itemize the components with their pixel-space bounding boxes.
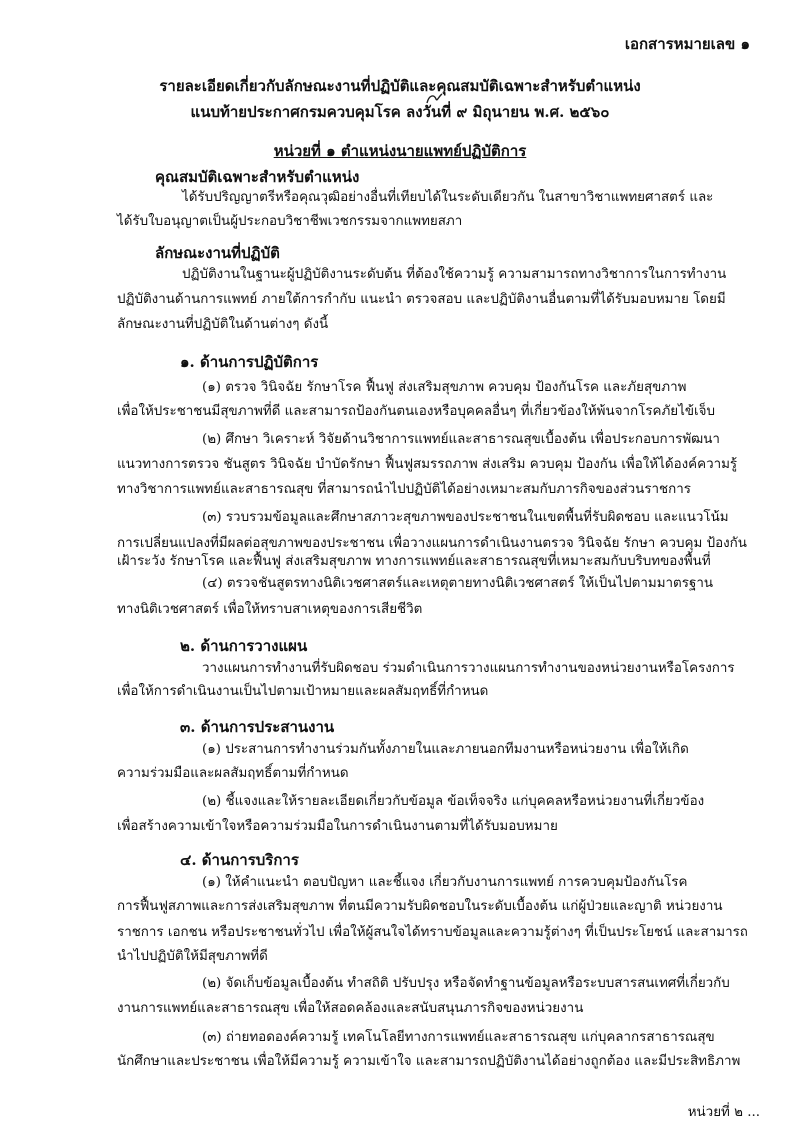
section-item-line: เพื่อให้การดำเนินงานเป็นไปตามเป้าหมายและผลสัมฤทธิ์ที่กำหนด	[117, 684, 489, 699]
section-item-line: (๒) ศึกษา วิเคราะห์ วิจัยด้านวิชาการแพทย์และสาธารณสุขเบื้องต้น เพื่อประกอบการพัฒนา	[202, 432, 720, 447]
section-item-line: แนวทางการตรวจ ชันสูตร วินิจฉัย บำบัดรักษา ฟื้นฟูสมรรถภาพ ส่งเสริม ควบคุม ป้องกัน เพื่อให้ได้องค์ความรู้	[117, 457, 738, 472]
duties-intro-line: ลักษณะงานที่ปฏิบัติในด้านต่างๆ ดังนี้	[117, 317, 329, 332]
qualifications-line: ได้รับใบอนุญาตเป็นผู้ประกอบวิชาชีพเวชกรรมจากแพทยสภา	[117, 214, 463, 229]
qualifications-line: ได้รับปริญญาตรีหรือคุณวุฒิอย่างอื่นที่เทียบได้ในระดับเดียวกัน ในสาขาวิชาแพทยศาสตร์ และ	[182, 190, 714, 205]
section-item-line: (๑) ให้คำแนะนำ ตอบปัญหา และชี้แจง เกี่ยวกับงานการแพทย์ การควบคุมป้องกันโรค	[202, 875, 688, 890]
duties-intro-line: ปฏิบัติงานในฐานะผู้ปฏิบัติงานระดับต้น ที่ต้องใช้ความรู้ ความสามารถทางวิชาการในการทำงาน	[182, 267, 727, 282]
section-item-line: การเปลี่ยนแปลงที่มีผลต่อสุขภาพของประชาชน เพื่อวางแผนการดำเนินงานตรวจ วินิจฉัย รักษา ควบคุม ป้องกัน	[117, 536, 747, 551]
duties-heading: ลักษณะงานที่ปฏิบัติ	[155, 244, 280, 262]
section-item-line: งานการแพทย์และสาธารณสุข เพื่อให้สอดคล้องและสนับสนุนภารกิจของหน่วยงาน	[117, 1001, 584, 1016]
section-item-line: (๔) ตรวจชันสูตรทางนิติเวชศาสตร์และเหตุตายทางนิติเวชศาสตร์ ให้เป็นไปตามมาตรฐาน	[202, 576, 714, 591]
document-number: เอกสารหมายเลข ๑	[624, 35, 750, 53]
section-item-line: วางแผนการทำงานที่รับผิดชอบ ร่วมดำเนินการวางแผนการทำงานของหน่วยงานหรือโครงการ	[202, 661, 735, 676]
section-item-line: (๓) รวบรวมข้อมูลและศึกษาสภาวะสุขภาพของประชาชนในเขตพื้นที่รับผิดชอบ และแนวโน้ม	[202, 510, 729, 525]
document-subtitle: แนบท้ายประกาศกรมควบคุมโรค ลงวันที่ ๙ มิถุนายน พ.ศ. ๒๕๖๐	[190, 103, 610, 121]
section-item-line: (๑) ประสานการทำงานร่วมกันทั้งภายในและภายนอกทีมงานหรือหน่วยงาน เพื่อให้เกิด	[202, 742, 689, 757]
section-heading-planning: ๒. ด้านการวางแผน	[180, 637, 308, 655]
section-item-line: (๒) จัดเก็บข้อมูลเบื้องต้น ทำสถิติ ปรับปรุง หรือจัดทำฐานข้อมูลหรือระบบสารสนเทศที่เกี่ยวกับ	[202, 976, 730, 991]
section-item-line: ความร่วมมือและผลสัมฤทธิ์ตามที่กำหนด	[117, 766, 349, 781]
section-heading-service: ๔. ด้านการบริการ	[180, 851, 299, 869]
section-item-line: (๒) ชี้แจงและให้รายละเอียดเกี่ยวกับข้อมูล ข้อเท็จจริง แก่บุคคลหรือหน่วยงานที่เกี่ยวข้อง	[202, 794, 705, 809]
section-item-line: ราชการ เอกชน หรือประชาชนทั่วไป เพื่อให้ผู้สนใจได้ทราบข้อมูลและความรู้ต่างๆ ที่เป็นประโยชน์ และสามารถ	[117, 925, 748, 940]
qualifications-heading: คุณสมบัติเฉพาะสำหรับตำแหน่ง	[155, 168, 360, 186]
unit-title: หน่วยที่ ๑ ตำแหน่งนายแพทย์ปฏิบัติการ	[273, 142, 527, 160]
document-title: รายละเอียดเกี่ยวกับลักษณะงานที่ปฏิบัติและคุณสมบัติเฉพาะสำหรับตำแหน่ง	[159, 77, 641, 95]
handwritten-date-mark	[424, 92, 444, 106]
duties-intro-line: ปฏิบัติงานด้านการแพทย์ ภายใต้การกำกับ แนะนำ ตรวจสอบ และปฏิบัติงานอื่นตามที่ได้รับมอบหมาย โดยมี	[117, 292, 726, 307]
section-item-line: นักศึกษาและประชาชน เพื่อให้มีความรู้ ความเข้าใจ และสามารถปฏิบัติงานได้อย่างถูกต้อง และมีประสิทธิภาพ	[117, 1054, 741, 1069]
section-heading-operations: ๑. ด้านการปฏิบัติการ	[180, 353, 319, 371]
section-item-line: การฟื้นฟูสภาพและการส่งเสริมสุขภาพ ที่ตนมีความรับผิดชอบในระดับเบื้องต้น แก่ผู้ป่วยและญาติ หน่วยงาน	[117, 899, 723, 914]
section-item-line: เพื่อให้ประชาชนมีสุขภาพที่ดี และสามารถป้องกันตนเองหรือบุคคลอื่นๆ ที่เกี่ยวข้องให้พ้นจากโรคภัยไข้เจ็บ	[117, 404, 715, 419]
section-item-line: นำไปปฏิบัติให้มีสุขภาพที่ดี	[117, 949, 268, 964]
section-item-line: (๓) ถ่ายทอดองค์ความรู้ เทคโนโลยีทางการแพทย์และสาธารณสุข แก่บุคลากรสาธารณสุข	[202, 1030, 715, 1045]
section-item-line: (๑) ตรวจ วินิจฉัย รักษาโรค ฟื้นฟู ส่งเสริมสุขภาพ ควบคุม ป้องกันโรค และภัยสุขภาพ	[202, 380, 687, 395]
section-item-line: เพื่อสร้างความเข้าใจหรือความร่วมมือในการดำเนินงานตามที่ได้รับมอบหมาย	[117, 819, 558, 834]
section-heading-coordination: ๓. ด้านการประสานงาน	[180, 718, 335, 736]
section-item-line: ทางวิชาการแพทย์และสาธารณสุข ที่สามารถนำไปปฏิบัติได้อย่างเหมาะสมกับภารกิจของส่วนราชการ	[117, 482, 691, 497]
section-item-line: ทางนิติเวชศาสตร์ เพื่อให้ทราบสาเหตุของการเสียชีวิต	[117, 602, 423, 617]
page-continuation-note: หน่วยที่ ๒ ...	[687, 1105, 760, 1120]
section-item-line: เฝ้าระวัง รักษาโรค และฟื้นฟู ส่งเสริมสุขภาพ ทางการแพทย์และสาธารณสุขที่เหมาะสมกับบริบทของพื้นที่	[117, 554, 711, 569]
